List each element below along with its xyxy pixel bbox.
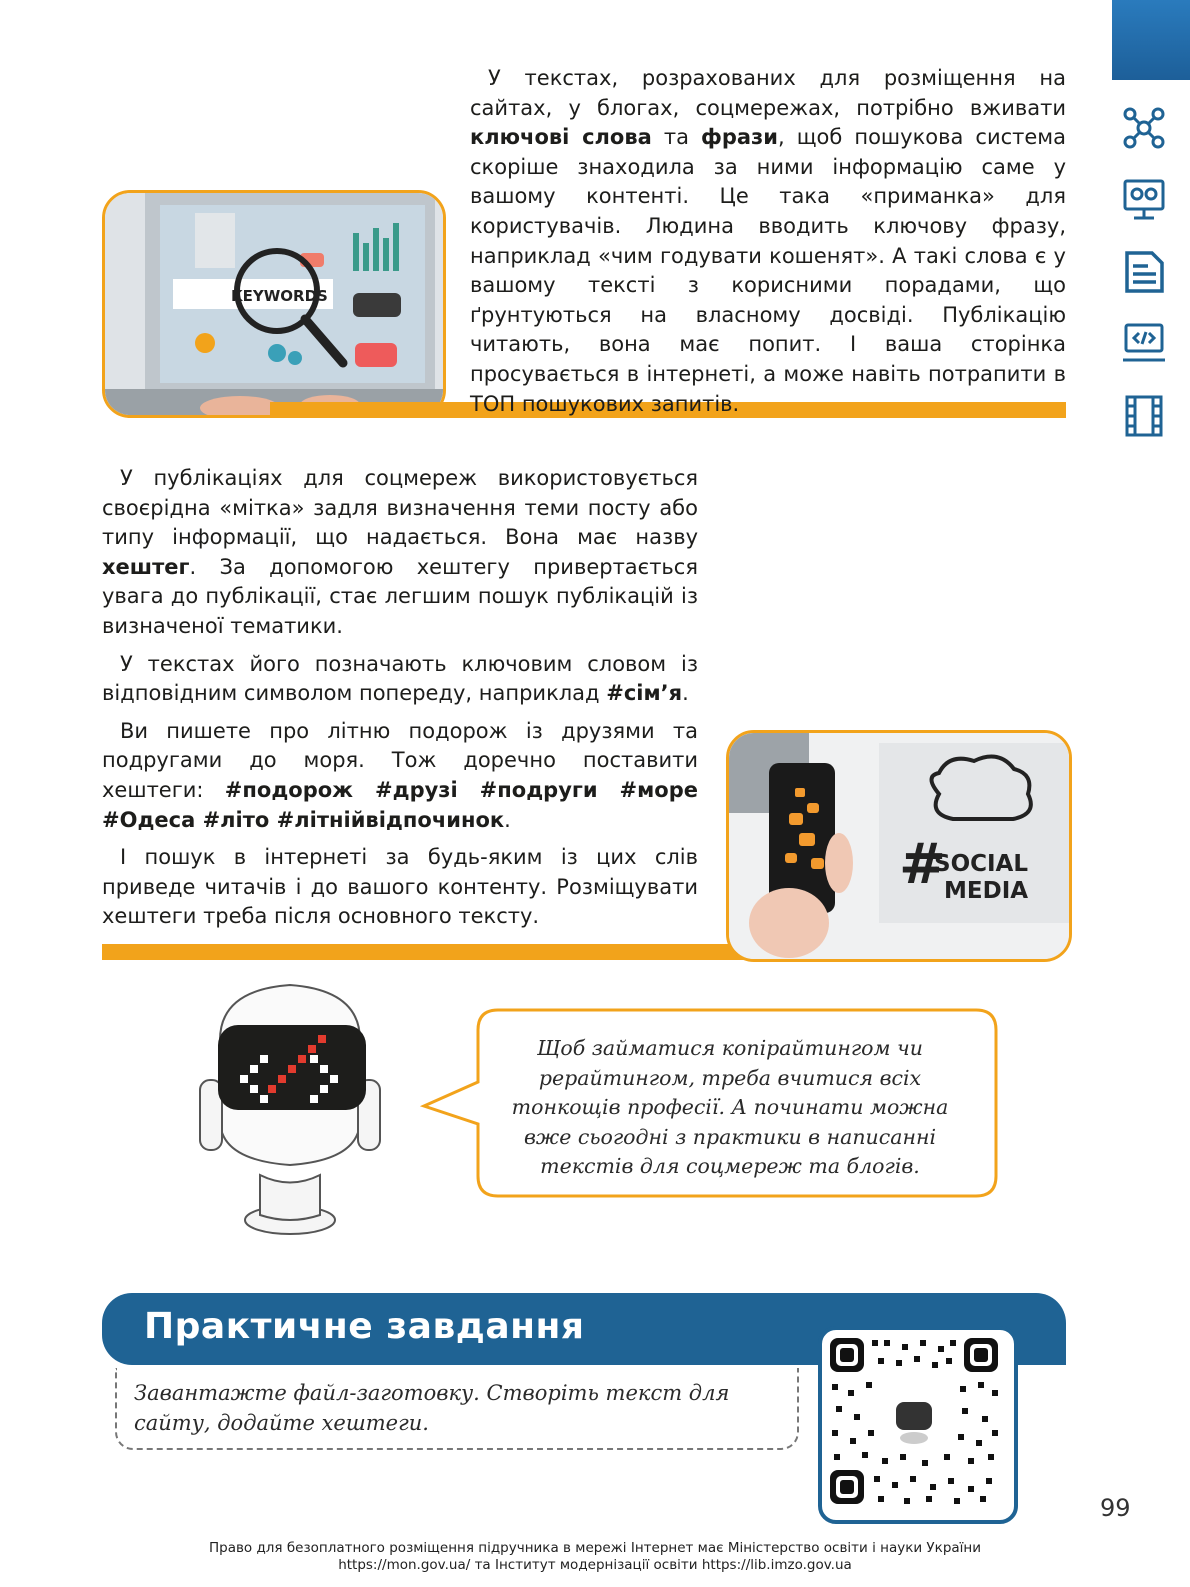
qr-code[interactable] — [818, 1326, 1018, 1524]
network-icon[interactable] — [1122, 106, 1166, 150]
keywords-paragraph: У текстах, розрахованих для розміщення на сайтах, у блогах, соцмережах, потрібно вживати ключові слова та фрази, щоб пошукова система скоріше знаходила за ними інформацію саме у вашому контенті. Це така «приманка» для користувачів. Людина вводить ключову фразу, наприклад «чим годувати кошенят». А такі слова є у вашому тексті з корисними порадами, що ґрунтуються на власному досвіді. Публікацію читають, вона має попит. І ваша сторінка просувається в інтернеті, а може навіть потрапити в ТОП пошукових запитів. — [470, 66, 1066, 416]
document-icon[interactable] — [1122, 250, 1166, 294]
svg-text:#: # — [899, 832, 946, 897]
task-text: Завантажте файл-заготовку. Створіть текст для сайту, додайте хештеги. — [134, 1381, 730, 1435]
social-label: SOCIAL — [934, 851, 1029, 877]
page-number: 99 — [1100, 1494, 1131, 1522]
keywords-photo — [102, 190, 446, 418]
practice-title: Практичне завдання — [144, 1306, 585, 1347]
robot-mascot — [180, 980, 400, 1250]
code-monitor-icon[interactable] — [1122, 322, 1166, 366]
social-media-photo — [726, 730, 1072, 962]
footer-line-1: Право для безоплатного розміщення підручника в мережі Інтернет має Міністерство освіти і науки України — [208, 1540, 982, 1556]
footer-line-2: https://mon.gov.ua/ та Інститут модернізації освіти https://lib.imzo.gov.ua — [338, 1557, 852, 1573]
monitor-eyes-icon[interactable] — [1122, 178, 1166, 222]
hashtag-text: У публікаціях для соцмереж використовується своєрідна «мітка» задля визначення теми посту або типу інформації, що надається. Вона має назву хештег. За допомогою хештегу привертається увага до публікації, стає легшим пошук публікацій із визначеної тематики. У текстах його позначають ключовим словом із відповідним символом попереду, наприклад #сім’я. Ви пишете про літню подорож із друзями та подругами до моря. Тож доречно поставити хештеги: #подорож #друзі #подруги #море #Одеса #літо #літнійвідпочинок. І пошук в інтернеті за будь-яким із цих слів приведе читачів і до вашого контенту. Розміщувати хештеги треба після основного тексту. — [102, 466, 698, 929]
film-icon[interactable] — [1122, 394, 1166, 438]
orange-divider — [102, 944, 762, 960]
chapter-tab — [1112, 0, 1190, 80]
media-label: MEDIA — [944, 878, 1029, 904]
keywords-label: KEYWORDS — [231, 287, 328, 305]
footer — [0, 1540, 1190, 1574]
bubble-text: Щоб займатися копірайтингом чи рерайтингом, треба вчитися всіх тонкощів професії. А починати можна вже сьогодні з практики в написанні текстів для соцмереж та блогів. — [511, 1036, 949, 1178]
